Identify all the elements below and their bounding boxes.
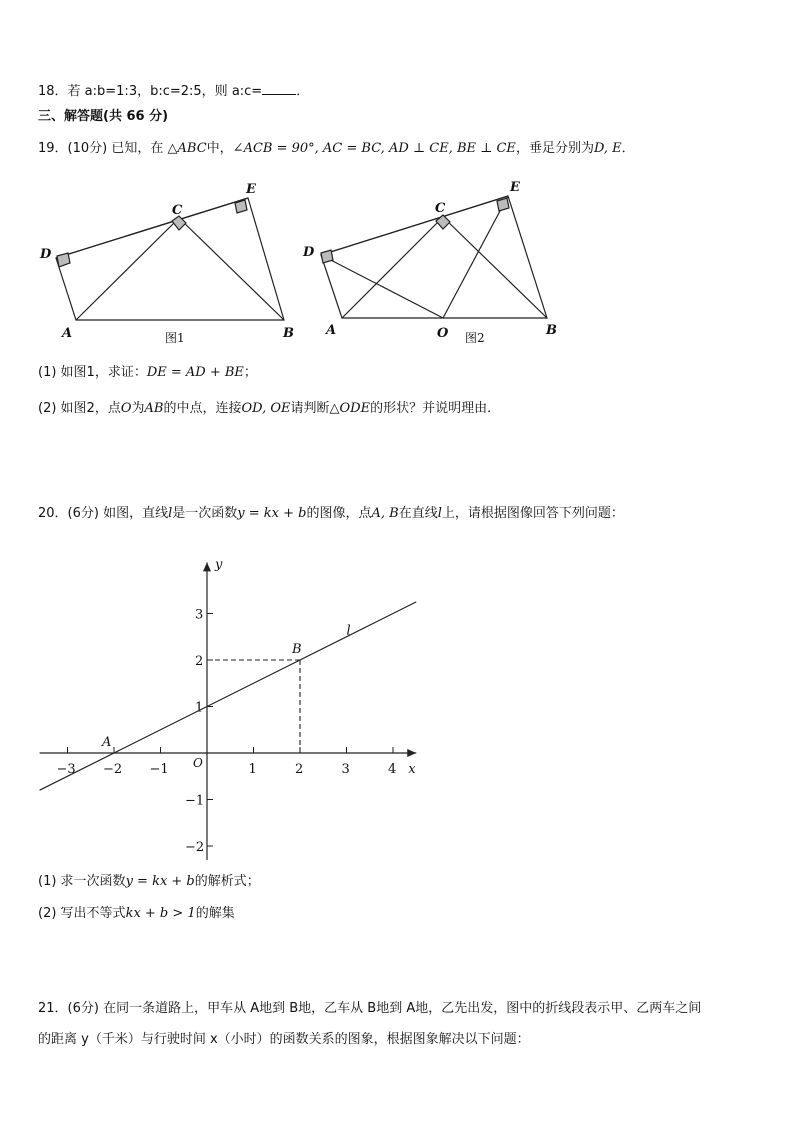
y-axis-label: y	[215, 557, 223, 573]
q20-t2: 的图像，点	[306, 506, 372, 521]
q19-mid2: ，垂足分别为	[515, 141, 594, 156]
q18-text: 18．若 a:b=1:3，b:c=2:5，则 a:c=	[38, 84, 263, 99]
fig2-label-e: E	[510, 180, 520, 195]
y-tick-label: 2	[195, 654, 204, 669]
q20-part2-ineq: kx + b > 1	[125, 906, 196, 921]
q20-line-l: l	[168, 506, 173, 521]
q20-t3: 在直线	[398, 506, 438, 521]
q19-mid: 中，	[206, 141, 233, 156]
y-tick-label: −2	[185, 840, 205, 855]
x-tick-label: 1	[248, 762, 257, 777]
fig2-label-a: A	[326, 323, 337, 338]
q19-part1-tail: ；	[243, 365, 257, 380]
q19-part-2	[38, 400, 500, 418]
y-tick-label: −1	[185, 793, 205, 809]
q19-part2-text: (2) 如图2，点	[38, 401, 121, 416]
fig2-right-angle-e	[497, 198, 509, 211]
section-title: 三、解答题(共 66 分)	[38, 109, 169, 124]
q20-part1-text: (1) 求一次函数	[38, 874, 126, 889]
q20-graph	[0, 540, 794, 870]
q19-part2-t4: 请判断	[290, 401, 330, 416]
q19-conditions: ∠ACB = 90°, AC = BC, AD ⊥ CE, BE ⊥ CE	[232, 141, 516, 156]
q19-feet: D, E	[593, 141, 622, 156]
x-axis-label: x	[408, 762, 416, 777]
q19-triangle: △ABC	[167, 141, 207, 156]
fig2-right-angle-d	[321, 250, 333, 263]
fig1-label-e: E	[246, 182, 256, 197]
fig1-label-a: A	[62, 326, 73, 341]
x-tick-label: −3	[56, 762, 76, 777]
q19-part2-tri: △ODE	[329, 401, 371, 416]
q19-head: 19．(10分) 已知，在	[38, 141, 164, 156]
q20-function: y = kx + b	[237, 506, 307, 521]
q20-part-2	[38, 905, 235, 923]
point-b-label: B	[292, 642, 302, 657]
fig2-label-b: B	[546, 323, 557, 338]
right-angle-marker-d	[57, 253, 70, 267]
q19-part2-od: OD, OE	[241, 401, 291, 416]
q18-suffix: ．	[296, 84, 310, 99]
x-tick-label: 3	[341, 762, 350, 777]
q19-figures	[0, 170, 794, 370]
fig2-quadrilateral	[321, 196, 547, 318]
question-21-line1: 21．(6分) 在同一条道路上，甲车从 A地到 B地，乙车从 B地到 A地，乙先出发，图中的折线段表示甲、乙两车之间	[38, 1001, 702, 1016]
fig1-label-d: D	[40, 247, 52, 262]
x-tick-label: −1	[149, 762, 169, 777]
question-19	[38, 140, 635, 158]
y-tick-label: 3	[195, 607, 204, 623]
fig2-label-c: C	[435, 201, 446, 216]
q19-part2-t3: 的中点，连接	[163, 401, 242, 416]
line-l-label: l	[346, 623, 351, 639]
q20-head: 20．(6分) 如图，直线	[38, 506, 169, 521]
q20-part2-text: (2) 写出不等式	[38, 906, 126, 921]
q19-part-1	[38, 364, 257, 382]
y-tick-label: 1	[195, 700, 204, 716]
fig1-label-c: C	[172, 203, 183, 218]
point-a-label: A	[102, 735, 112, 750]
x-tick-label: 4	[388, 762, 397, 777]
fig2-caption: 图2	[465, 331, 485, 345]
q20-part1-fn: y = kx + b	[125, 874, 195, 889]
q20-part1-tail: 的解析式；	[194, 874, 260, 889]
q20-line-l-2: l	[437, 506, 442, 521]
question-21-line2: 的距离 y（千米）与行驶时间 x（小时）的函数关系的图象，根据图象解决以下问题：	[38, 1032, 530, 1047]
fig2-label-d: D	[303, 245, 315, 260]
q20-part2-tail: 的解集	[195, 906, 235, 921]
right-angle-marker-e	[235, 200, 247, 213]
figure-2	[321, 196, 547, 318]
q20-part-1	[38, 873, 260, 891]
fig1-caption: 图1	[165, 331, 185, 345]
figure-1	[56, 198, 284, 320]
q19-part2-t5: 的形状？并说明理由．	[370, 401, 501, 416]
q19-part2-t2: 为	[131, 401, 145, 416]
fig1-label-b: B	[283, 326, 294, 341]
q20-points: A, B	[371, 506, 399, 521]
q19-part2-o: O	[120, 401, 132, 416]
q19-part2-ab: AB	[144, 401, 164, 416]
answer-blank	[262, 82, 296, 95]
fig2-right-angle-c	[436, 215, 450, 229]
q19-tail: ．	[621, 141, 635, 156]
q20-t1: 是一次函数	[172, 506, 238, 521]
q20-t4: 上，请根据图像回答下列问题：	[441, 506, 624, 521]
x-tick-label: 2	[295, 762, 304, 777]
fig2-label-o: O	[437, 326, 449, 341]
question-20	[38, 505, 624, 523]
fig1-quadrilateral	[56, 198, 284, 320]
x-tick-label: −2	[103, 762, 123, 777]
x-axis-arrow	[407, 749, 416, 757]
origin-label: O	[193, 756, 203, 770]
q19-part1-expr: DE = AD + BE	[146, 365, 244, 380]
line-l	[40, 602, 417, 790]
question-18	[38, 82, 309, 101]
y-axis-arrow	[203, 562, 211, 571]
q19-part1-text: (1) 如图1，求证：	[38, 365, 147, 380]
